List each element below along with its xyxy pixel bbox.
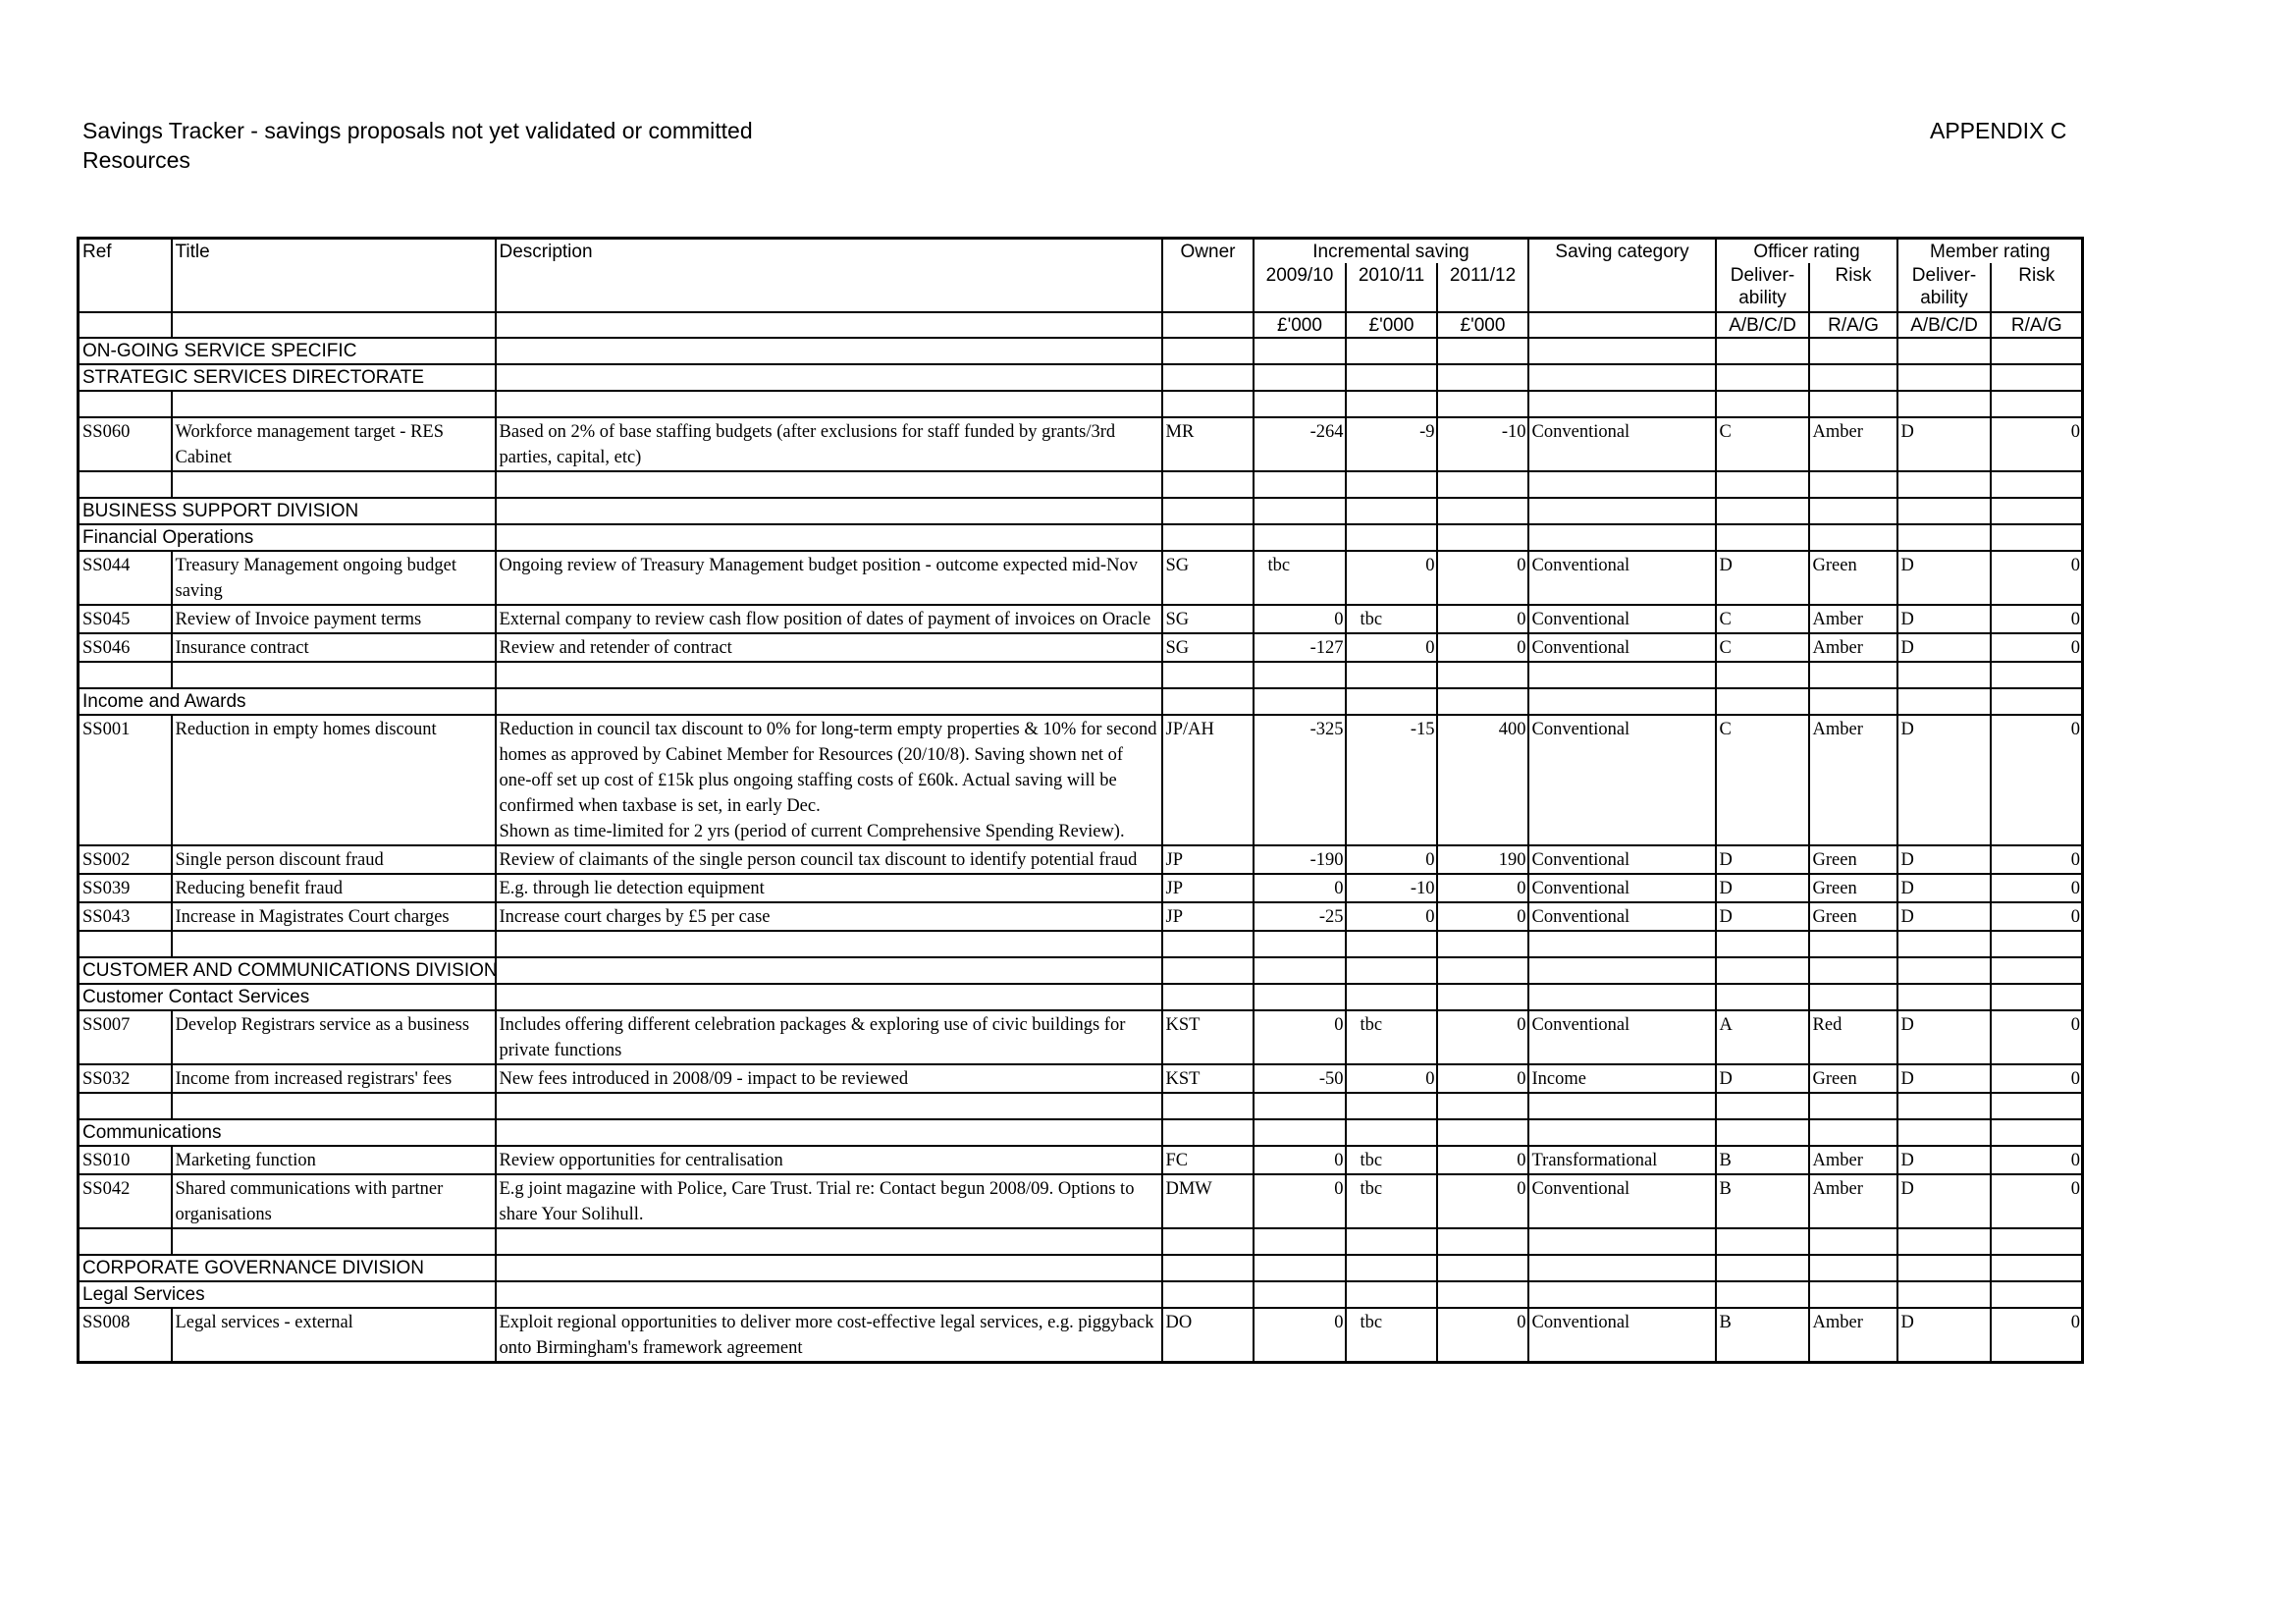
member-deliverability-header: Deliver- ability [1897, 263, 1991, 312]
saving-2009-cell: 0 [1254, 874, 1346, 902]
officer-deliverability-cell: C [1716, 633, 1809, 662]
col-description-header: Description [496, 239, 1162, 264]
member-risk-cell: 0 [1991, 902, 2083, 931]
officer-deliverability-cell: B [1716, 1174, 1809, 1228]
category-cell: Conventional [1528, 1174, 1716, 1228]
appendix-label: APPENDIX C [1930, 118, 2067, 143]
saving-2011-cell: 400 [1437, 715, 1528, 845]
description-cell: Exploit regional opportunities to deliver more cost-effective legal services, e.g. piggyback onto Birmingham's framework agreement [496, 1308, 1162, 1363]
unit-label: £'000 [1254, 312, 1346, 338]
document-subtitle: Resources [82, 147, 190, 173]
section-row [79, 338, 2083, 364]
saving-2010-cell: -10 [1346, 874, 1437, 902]
table-row [79, 715, 2083, 845]
saving-2011-cell: 190 [1437, 845, 1528, 874]
header-row [79, 263, 2083, 312]
owner-cell: JP [1162, 902, 1254, 931]
officer-risk-cell: Amber [1809, 605, 1897, 633]
member-deliverability-cell: D [1897, 874, 1991, 902]
officer-risk-cell: Green [1809, 902, 1897, 931]
ref-cell: SS044 [79, 551, 172, 605]
table-row [79, 605, 2083, 633]
saving-2009-cell: 0 [1254, 1010, 1346, 1064]
saving-2010-cell: -9 [1346, 417, 1437, 471]
saving-2010-cell: tbc [1346, 605, 1437, 633]
saving-2010-cell: 0 [1346, 1064, 1437, 1093]
officer-deliverability-header: Deliver- ability [1716, 263, 1809, 312]
member-deliverability-cell: D [1897, 551, 1991, 605]
description-cell: Review and retender of contract [496, 633, 1162, 662]
saving-2011-cell: 0 [1437, 1146, 1528, 1174]
member-risk-cell: 0 [1991, 845, 2083, 874]
ref-cell: SS045 [79, 605, 172, 633]
category-cell: Conventional [1528, 902, 1716, 931]
section-heading: CORPORATE GOVERNANCE DIVISION [79, 1255, 496, 1281]
saving-2011-cell: 0 [1437, 1064, 1528, 1093]
description-cell: External company to review cash flow position of dates of payment of invoices on Oracle [496, 605, 1162, 633]
ref-cell: SS042 [79, 1174, 172, 1228]
officer-risk-cell: Amber [1809, 633, 1897, 662]
member-risk-cell: 0 [1991, 605, 2083, 633]
saving-2011-cell: 0 [1437, 633, 1528, 662]
section-heading: Income and Awards [79, 688, 496, 715]
description-text: Reduction in council tax discount to 0% for long-term empty properties & 10% for second homes as approved by Cabinet Member for Resources (20/10/8). Saving shown net of one-off set up cost of £15k plus ongoing staffing costs of £60k. Actual saving will be confirmed when taxbase is set, in early Dec. [499, 720, 1157, 816]
section-row [79, 688, 2083, 715]
saving-2011-cell: 0 [1437, 1010, 1528, 1064]
member-risk-cell: 0 [1991, 551, 2083, 605]
member-deliverability-cell: D [1897, 1064, 1991, 1093]
member-deliverability-cell: D [1897, 417, 1991, 471]
member-risk-cell: 0 [1991, 715, 2083, 845]
title-cell: Review of Invoice payment terms [172, 605, 496, 633]
table-row [79, 1174, 2083, 1228]
col-year-1-header: 2009/10 [1254, 263, 1346, 312]
officer-risk-cell: Green [1809, 845, 1897, 874]
section-row [79, 957, 2083, 984]
table-row [79, 874, 2083, 902]
col-year-3-header: 2011/12 [1437, 263, 1528, 312]
officer-risk-cell: Green [1809, 1064, 1897, 1093]
saving-2011-cell: 0 [1437, 1308, 1528, 1363]
table-row [79, 551, 2083, 605]
owner-cell: JP [1162, 845, 1254, 874]
table-row [79, 417, 2083, 471]
officer-deliverability-cell: D [1716, 874, 1809, 902]
title-cell: Workforce management target - RES Cabinet [172, 417, 496, 471]
saving-2011-cell: 0 [1437, 551, 1528, 605]
saving-2009-cell: -190 [1254, 845, 1346, 874]
owner-cell: DO [1162, 1308, 1254, 1363]
category-cell: Conventional [1528, 633, 1716, 662]
category-cell: Transformational [1528, 1146, 1716, 1174]
ref-cell: SS002 [79, 845, 172, 874]
owner-cell: KST [1162, 1064, 1254, 1093]
ref-cell: SS007 [79, 1010, 172, 1064]
description-cell: Review opportunities for centralisation [496, 1146, 1162, 1174]
col-ref-header: Ref [79, 239, 172, 264]
saving-2010-cell: tbc [1346, 1146, 1437, 1174]
owner-cell: JP/AH [1162, 715, 1254, 845]
category-cell: Conventional [1528, 605, 1716, 633]
officer-deliverability-cell: C [1716, 715, 1809, 845]
title-cell: Income from increased registrars' fees [172, 1064, 496, 1093]
owner-cell: JP [1162, 874, 1254, 902]
description-text: Shown as time-limited for 2 yrs (period of current Comprehensive Spending Review). [499, 822, 1125, 841]
section-heading: BUSINESS SUPPORT DIVISION [79, 498, 496, 524]
saving-2011-cell: 0 [1437, 874, 1528, 902]
member-risk-cell: 0 [1991, 874, 2083, 902]
title-cell: Shared communications with partner organisations [172, 1174, 496, 1228]
ref-cell: SS032 [79, 1064, 172, 1093]
rag-label: R/A/G [1809, 312, 1897, 338]
owner-cell: MR [1162, 417, 1254, 471]
saving-2011-cell: 0 [1437, 605, 1528, 633]
member-risk-cell: 0 [1991, 1308, 2083, 1363]
ref-cell: SS008 [79, 1308, 172, 1363]
table-row [79, 1308, 2083, 1363]
description-cell: Includes offering different celebration packages & exploring use of civic buildings for private functions [496, 1010, 1162, 1064]
section-row [79, 1281, 2083, 1308]
saving-2009-cell: -127 [1254, 633, 1346, 662]
col-officer-rating-header: Officer rating [1716, 239, 1897, 264]
section-heading: ON-GOING SERVICE SPECIFIC [79, 338, 496, 364]
member-risk-cell: 0 [1991, 633, 2083, 662]
member-risk-cell: 0 [1991, 1010, 2083, 1064]
ref-cell: SS010 [79, 1146, 172, 1174]
saving-2010-cell: 0 [1346, 845, 1437, 874]
saving-2009-cell: tbc [1254, 551, 1346, 605]
owner-cell: FC [1162, 1146, 1254, 1174]
col-incremental-saving-header: Incremental saving [1254, 239, 1528, 264]
blank-row [79, 931, 2083, 957]
saving-2009-cell: 0 [1254, 1308, 1346, 1363]
header-row [79, 312, 2083, 338]
saving-2009-cell: -50 [1254, 1064, 1346, 1093]
officer-deliverability-cell: D [1716, 1064, 1809, 1093]
officer-deliverability-cell: D [1716, 902, 1809, 931]
abcd-label: A/B/C/D [1716, 312, 1809, 338]
member-deliverability-cell: D [1897, 633, 1991, 662]
title-cell: Develop Registrars service as a business [172, 1010, 496, 1064]
table-row [79, 902, 2083, 931]
saving-2010-cell: tbc [1346, 1308, 1437, 1363]
member-deliverability-cell: D [1897, 902, 1991, 931]
blank-row [79, 1228, 2083, 1255]
table-row [79, 1064, 2083, 1093]
document-title: Savings Tracker - savings proposals not yet validated or committed [82, 118, 753, 143]
unit-label: £'000 [1346, 312, 1437, 338]
col-member-rating-header: Member rating [1897, 239, 2083, 264]
col-title-header: Title [172, 239, 496, 264]
owner-cell: DMW [1162, 1174, 1254, 1228]
saving-2010-cell: -15 [1346, 715, 1437, 845]
ref-cell: SS060 [79, 417, 172, 471]
description-cell: Increase court charges by £5 per case [496, 902, 1162, 931]
saving-2009-cell: 0 [1254, 1174, 1346, 1228]
member-deliverability-cell: D [1897, 1146, 1991, 1174]
owner-cell: SG [1162, 551, 1254, 605]
description-cell: Based on 2% of base staffing budgets (after exclusions for staff funded by grants/3rd parties, capital, etc) [496, 417, 1162, 471]
saving-2009-cell: -25 [1254, 902, 1346, 931]
col-owner-header: Owner [1162, 239, 1254, 264]
section-heading: STRATEGIC SERVICES DIRECTORATE [79, 364, 496, 391]
blank-row [79, 391, 2083, 417]
table-row [79, 633, 2083, 662]
ref-cell: SS043 [79, 902, 172, 931]
officer-risk-cell: Amber [1809, 1146, 1897, 1174]
section-heading: Financial Operations [79, 524, 496, 551]
abcd-label: A/B/C/D [1897, 312, 1991, 338]
member-deliverability-cell: D [1897, 845, 1991, 874]
member-deliverability-cell: D [1897, 605, 1991, 633]
blank-row [79, 471, 2083, 498]
officer-deliverability-cell: B [1716, 1146, 1809, 1174]
member-risk-header: Risk [1991, 263, 2083, 312]
category-cell: Conventional [1528, 1308, 1716, 1363]
title-cell: Legal services - external [172, 1308, 496, 1363]
saving-2010-cell: 0 [1346, 633, 1437, 662]
description-cell: Review of claimants of the single person council tax discount to identify potential fraud [496, 845, 1162, 874]
officer-risk-cell: Amber [1809, 1174, 1897, 1228]
member-risk-cell: 0 [1991, 1064, 2083, 1093]
section-heading: Customer Contact Services [79, 984, 496, 1010]
col-year-2-header: 2010/11 [1346, 263, 1437, 312]
saving-2011-cell: -10 [1437, 417, 1528, 471]
title-cell: Insurance contract [172, 633, 496, 662]
table-row [79, 845, 2083, 874]
officer-risk-cell: Green [1809, 874, 1897, 902]
officer-risk-cell: Amber [1809, 1308, 1897, 1363]
member-deliverability-cell: D [1897, 1308, 1991, 1363]
title-cell: Increase in Magistrates Court charges [172, 902, 496, 931]
section-row [79, 1255, 2083, 1281]
saving-2011-cell: 0 [1437, 902, 1528, 931]
category-cell: Conventional [1528, 417, 1716, 471]
category-cell: Conventional [1528, 1010, 1716, 1064]
saving-2009-cell: -325 [1254, 715, 1346, 845]
section-row [79, 498, 2083, 524]
title-cell: Marketing function [172, 1146, 496, 1174]
member-deliverability-cell: D [1897, 715, 1991, 845]
officer-deliverability-cell: D [1716, 845, 1809, 874]
owner-cell: SG [1162, 633, 1254, 662]
section-row [79, 1119, 2083, 1146]
ref-cell: SS039 [79, 874, 172, 902]
officer-deliverability-cell: C [1716, 605, 1809, 633]
savings-tracker-table [77, 237, 2084, 1364]
table-row [79, 1146, 2083, 1174]
ref-cell: SS046 [79, 633, 172, 662]
category-cell: Conventional [1528, 715, 1716, 845]
description-cell: E.g. through lie detection equipment [496, 874, 1162, 902]
section-row [79, 364, 2083, 391]
category-cell: Conventional [1528, 551, 1716, 605]
member-risk-cell: 0 [1991, 1174, 2083, 1228]
unit-label: £'000 [1437, 312, 1528, 338]
officer-risk-cell: Red [1809, 1010, 1897, 1064]
member-risk-cell: 0 [1991, 1146, 2083, 1174]
section-row [79, 984, 2083, 1010]
saving-2010-cell: tbc [1346, 1010, 1437, 1064]
description-cell: Ongoing review of Treasury Management budget position - outcome expected mid-Nov [496, 551, 1162, 605]
member-deliverability-cell: D [1897, 1010, 1991, 1064]
table-row [79, 1010, 2083, 1064]
officer-deliverability-cell: D [1716, 551, 1809, 605]
blank-row [79, 662, 2083, 688]
saving-2009-cell: -264 [1254, 417, 1346, 471]
section-heading: Legal Services [79, 1281, 496, 1308]
saving-2010-cell: 0 [1346, 902, 1437, 931]
officer-deliverability-cell: C [1716, 417, 1809, 471]
ref-cell: SS001 [79, 715, 172, 845]
member-deliverability-cell: D [1897, 1174, 1991, 1228]
category-cell: Conventional [1528, 845, 1716, 874]
officer-risk-cell: Green [1809, 551, 1897, 605]
section-heading: CUSTOMER AND COMMUNICATIONS DIVISION [79, 957, 496, 984]
description-cell [496, 715, 1162, 845]
category-cell: Conventional [1528, 874, 1716, 902]
header-row [79, 239, 2083, 264]
title-cell: Single person discount fraud [172, 845, 496, 874]
officer-deliverability-cell: A [1716, 1010, 1809, 1064]
rag-label: R/A/G [1991, 312, 2083, 338]
officer-deliverability-cell: B [1716, 1308, 1809, 1363]
category-cell: Income [1528, 1064, 1716, 1093]
officer-risk-cell: Amber [1809, 715, 1897, 845]
owner-cell: KST [1162, 1010, 1254, 1064]
member-risk-cell: 0 [1991, 417, 2083, 471]
officer-risk-header: Risk [1809, 263, 1897, 312]
section-heading: Communications [79, 1119, 496, 1146]
col-saving-category-header: Saving category [1528, 239, 1716, 264]
description-cell: E.g joint magazine with Police, Care Trust. Trial re: Contact begun 2008/09. Options to share Your Solihull. [496, 1174, 1162, 1228]
section-row [79, 524, 2083, 551]
saving-2009-cell: 0 [1254, 1146, 1346, 1174]
saving-2010-cell: tbc [1346, 1174, 1437, 1228]
description-cell: New fees introduced in 2008/09 - impact to be reviewed [496, 1064, 1162, 1093]
saving-2010-cell: 0 [1346, 551, 1437, 605]
title-cell: Reducing benefit fraud [172, 874, 496, 902]
title-cell: Reduction in empty homes discount [172, 715, 496, 845]
owner-cell: SG [1162, 605, 1254, 633]
officer-risk-cell: Amber [1809, 417, 1897, 471]
title-cell: Treasury Management ongoing budget saving [172, 551, 496, 605]
saving-2009-cell: 0 [1254, 605, 1346, 633]
saving-2011-cell: 0 [1437, 1174, 1528, 1228]
blank-row [79, 1093, 2083, 1119]
